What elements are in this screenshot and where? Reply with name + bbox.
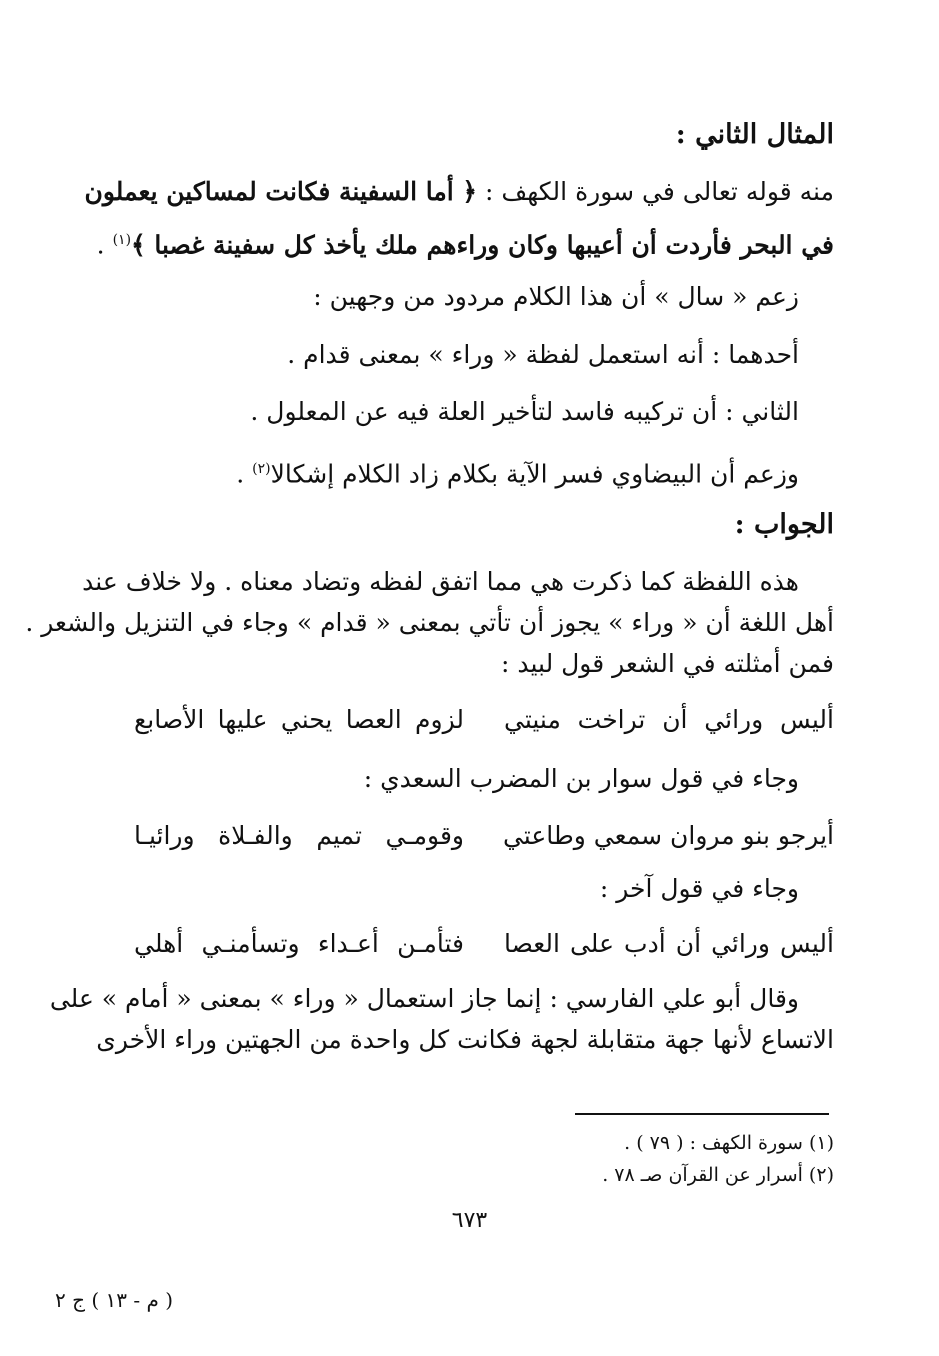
page-number: ٦٧٣ bbox=[451, 1208, 488, 1233]
poetry-verse bbox=[134, 818, 834, 854]
footnote-separator bbox=[575, 1113, 829, 1115]
quran-verse-text: ﴿ أما السفينة فكانت لمساكين يعملون bbox=[84, 177, 478, 206]
verse-first-hemistich: أليس ورائي أن أدب على العصا bbox=[504, 929, 834, 958]
quran-intro-text: منه قوله تعالى في سورة الكهف : bbox=[477, 177, 834, 206]
answer-line: أهل اللغة أن « وراء » يجوز أن تأتي بمعنى « قدام » وجاء في التنزيل والشعر . bbox=[25, 608, 834, 637]
printer-signature: ( م - ١٣ ) ج ٢ bbox=[55, 1288, 174, 1312]
verse-first-hemistich: أيرجو بنو مروان سمعي وطاعتي bbox=[502, 821, 834, 850]
farisi-line: الاتساع لأنها جهة متقابلة لجهة فكانت كل واحدة من الجهتين وراء الأخرى bbox=[96, 1025, 834, 1054]
verse-intro-line: وجاء في قول سوار بن المضرب السعدي : bbox=[363, 764, 799, 793]
answer-line: هذه اللفظة كما ذكرت هي مما اتفق لفظه وتضاد معناه . ولا خلاف عند bbox=[82, 567, 799, 596]
verse-second-hemistich: لزوم العصا يحني عليها الأصابع bbox=[134, 705, 464, 734]
verse-intro-line: وجاء في قول آخر : bbox=[599, 874, 799, 903]
first-objection-line: أحدهما : أنه استعمل لفظة « وراء » بمعنى قدام . bbox=[287, 340, 799, 369]
footnote-ref: (١) bbox=[112, 232, 132, 248]
paragraph-line bbox=[96, 223, 834, 262]
verse-second-hemistich: وقومـي تميم والفـلاة ورائيـا bbox=[134, 821, 464, 850]
poetry-verse bbox=[134, 926, 834, 962]
footnote-2: (٢) أسرار عن القرآن صـ ٧٨ . bbox=[602, 1164, 834, 1186]
section-heading-answer: الجواب : bbox=[734, 509, 834, 540]
farisi-line: وقال أبو علي الفارسي : إنما جاز استعمال « وراء » بمعنى « أمام » على bbox=[49, 984, 799, 1013]
section-heading-second-example: المثال الثاني : bbox=[675, 119, 834, 150]
claim-line: زعم « سال » أن هذا الكلام مردود من وجهين : bbox=[313, 282, 799, 311]
verse-first-hemistich: أليس ورائي أن تراخت منيتي bbox=[504, 705, 834, 734]
footnote-1: (١) سورة الكهف : ( ٧٩ ) . bbox=[624, 1132, 834, 1154]
poetry-verse bbox=[134, 702, 834, 738]
punctuation: . bbox=[236, 459, 253, 489]
paragraph-line bbox=[84, 175, 834, 209]
footnote-ref: (٢) bbox=[252, 461, 271, 477]
punctuation: . bbox=[96, 230, 113, 260]
verse-second-hemistich: فتأمـن أعـداء وتسأمنـي أهلي bbox=[134, 929, 464, 958]
second-objection-line: الثاني : أن تركيبه فاسد لتأخير العلة فيه عن المعلول . bbox=[250, 397, 799, 426]
quran-verse-text: في البحر فأردت أن أعيبها وكان وراءهم ملك يأخذ كل سفينة غصبا ﴾ bbox=[131, 230, 834, 260]
answer-line: فمن أمثلته في الشعر قول لبيد : bbox=[500, 649, 834, 678]
baydawi-line bbox=[99, 452, 799, 491]
baydawi-text: وزعم أن البيضاوي فسر الآية بكلام زاد الكلام إشكالا bbox=[270, 459, 799, 489]
